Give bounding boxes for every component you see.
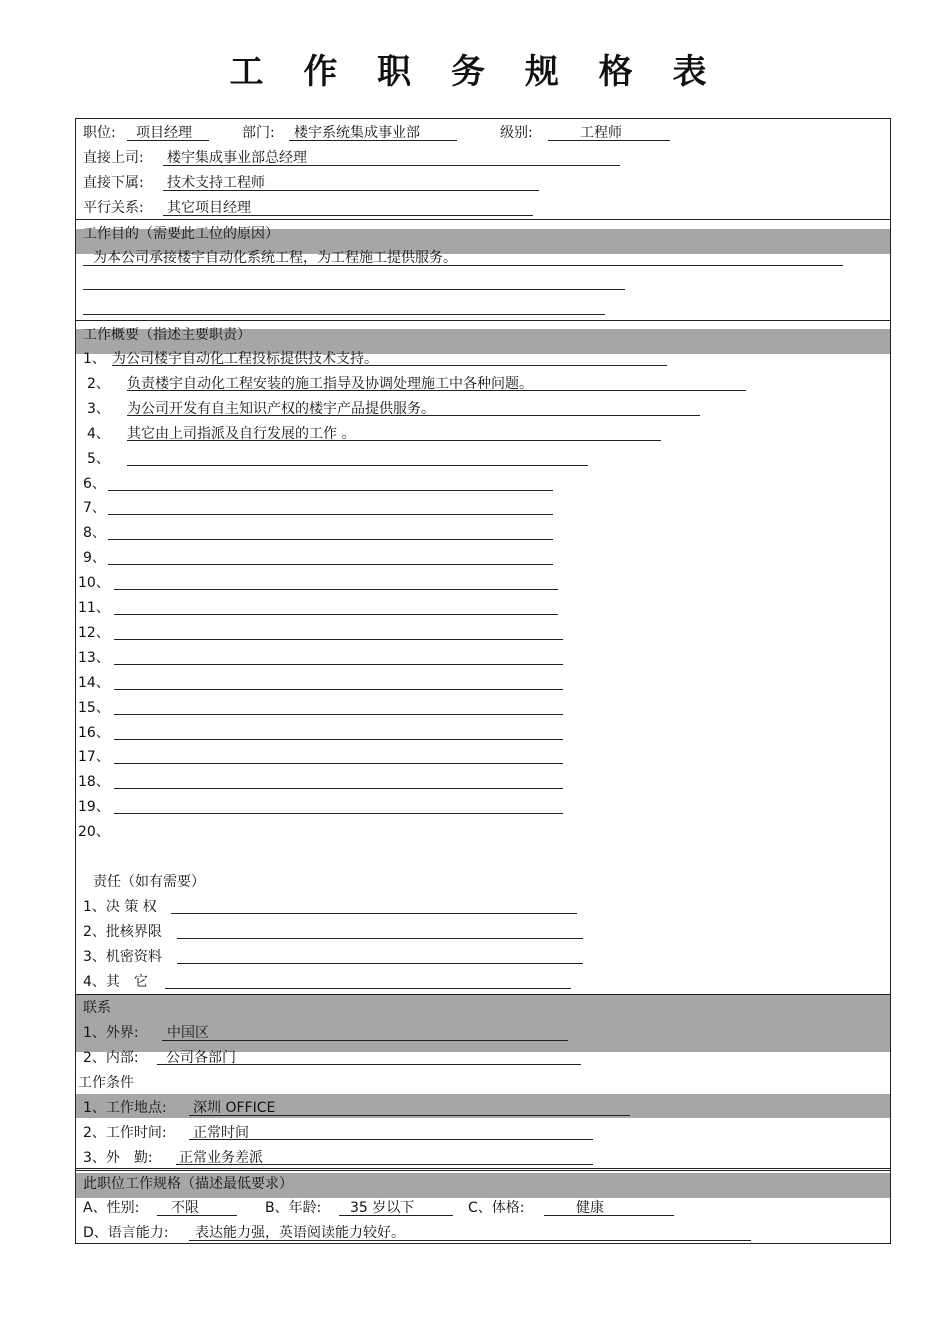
superior-label: 直接上司: (83, 150, 144, 166)
summary-item-line (108, 490, 553, 491)
summary-item-number: 6、 (83, 475, 106, 492)
summary-item-number: 20、 (78, 824, 110, 841)
purpose-heading: 工作目的（需要此工位的原因） (83, 226, 279, 242)
position-value: 项目经理 (136, 125, 192, 141)
language-label: D、语言能力: (83, 1225, 169, 1241)
summary-item-number: 1、 (83, 351, 106, 367)
divider (75, 994, 891, 995)
peer-value: 其它项目经理 (167, 200, 251, 216)
summary-item-line (114, 813, 563, 814)
confidential-line (177, 963, 583, 964)
other-line (165, 988, 571, 989)
divider (75, 219, 891, 220)
subordinate-value: 技术支持工程师 (167, 175, 265, 191)
summary-item-text: 为公司楼宇自动化工程投标提供技术支持。 (112, 351, 378, 367)
summary-item-text: 负责楼宇自动化工程安装的施工指导及协调处理施工中各种问题。 (127, 375, 533, 392)
summary-heading: 工作概要（指述主要职责） (83, 327, 251, 343)
divider (75, 1170, 891, 1171)
summary-item-line (114, 664, 563, 665)
subordinate-label: 直接下属: (83, 175, 144, 191)
summary-item-number: 19、 (78, 799, 110, 816)
level-value: 工程师 (580, 125, 622, 141)
work-place-value: 深圳 OFFICE (193, 1100, 276, 1116)
summary-item-number: 7、 (83, 500, 106, 517)
summary-item-number: 18、 (78, 774, 110, 791)
form-frame (75, 118, 891, 1244)
spec-heading: 此职位工作规格（描述最低要求） (83, 1176, 293, 1192)
position-label: 职位: (83, 125, 116, 141)
summary-item-number: 4、 (87, 425, 110, 442)
summary-item-number: 10、 (78, 575, 110, 592)
summary-item-text: 为公司开发有自主知识产权的楼宇产品提供服务。 (127, 400, 435, 417)
summary-item-number: 9、 (83, 550, 106, 567)
age-label: B、年龄: (265, 1200, 322, 1216)
field-work-label: 3、外 勤: (83, 1150, 153, 1166)
purpose-text: 为本公司承接楼宇自动化系统工程，为工程施工提供服务。 (93, 250, 457, 266)
summary-item-line (114, 689, 563, 690)
conditions-heading: 工作条件 (78, 1075, 134, 1091)
contact-heading: 联系 (83, 1000, 111, 1016)
work-time-label: 2、工作时间: (83, 1125, 167, 1141)
internal-value: 公司各部门 (166, 1050, 236, 1066)
level-label: 级别: (500, 125, 533, 141)
summary-item-number: 13、 (78, 649, 110, 666)
confidential-label: 3、机密资料 (83, 949, 162, 965)
language-value: 表达能力强，英语阅读能力较好。 (195, 1225, 405, 1241)
approval-limit-line (177, 938, 583, 939)
page-title: 工 作 职 务 规 格 表 (229, 52, 721, 92)
work-time-line (189, 1139, 593, 1140)
physique-value: 健康 (576, 1200, 604, 1216)
work-time-value: 正常时间 (193, 1125, 249, 1141)
purpose-line (83, 289, 625, 290)
physique-line (544, 1215, 674, 1216)
summary-item-line (108, 539, 553, 540)
summary-item-number: 12、 (78, 624, 110, 641)
department-value: 楼宇系统集成事业部 (294, 125, 420, 141)
summary-item-line (114, 739, 563, 740)
summary-item-number: 8、 (83, 525, 106, 542)
purpose-line (83, 314, 605, 315)
gender-value: 不限 (171, 1200, 199, 1216)
summary-item-text: 其它由上司指派及自行发展的工作 。 (127, 425, 356, 442)
department-label: 部门: (242, 125, 275, 141)
decision-power-line (171, 913, 577, 914)
summary-item-line (114, 614, 558, 615)
superior-value: 楼宇集成事业部总经理 (167, 150, 307, 166)
other-label: 4、其 它 (83, 974, 148, 990)
summary-item-line (114, 714, 563, 715)
summary-item-number: 11、 (78, 600, 110, 616)
work-place-label: 1、工作地点: (83, 1100, 167, 1116)
gender-label: A、性别: (83, 1200, 140, 1216)
responsibility-heading: 责任（如有需要） (93, 874, 205, 890)
peer-label: 平行关系: (83, 200, 144, 216)
summary-item-line (114, 589, 558, 590)
physique-label: C、体格: (468, 1200, 525, 1216)
field-work-value: 正常业务差派 (179, 1150, 263, 1166)
summary-item-number: 17、 (78, 749, 110, 766)
summary-item-line (114, 639, 563, 640)
summary-item-number: 2、 (87, 375, 110, 392)
divider (75, 1168, 891, 1169)
summary-item-line (108, 564, 553, 565)
summary-item-number: 16、 (78, 724, 110, 741)
summary-item-line (108, 514, 553, 515)
summary-item-number: 14、 (78, 674, 110, 691)
summary-item-line (114, 788, 563, 789)
summary-item-number: 3、 (87, 400, 110, 417)
divider (75, 320, 891, 321)
external-value: 中国区 (167, 1025, 209, 1041)
internal-label: 2、内部: (83, 1050, 139, 1066)
external-line (162, 1040, 568, 1041)
age-value: 35 岁以下 (350, 1200, 415, 1216)
summary-item-line (114, 763, 563, 764)
summary-item-number: 5、 (87, 450, 110, 467)
summary-item-number: 15、 (78, 699, 110, 716)
summary-item-line (127, 465, 588, 466)
external-label: 1、外界: (83, 1025, 139, 1041)
decision-power-label: 1、决 策 权 (83, 899, 157, 915)
approval-limit-label: 2、批核界限 (83, 924, 162, 940)
